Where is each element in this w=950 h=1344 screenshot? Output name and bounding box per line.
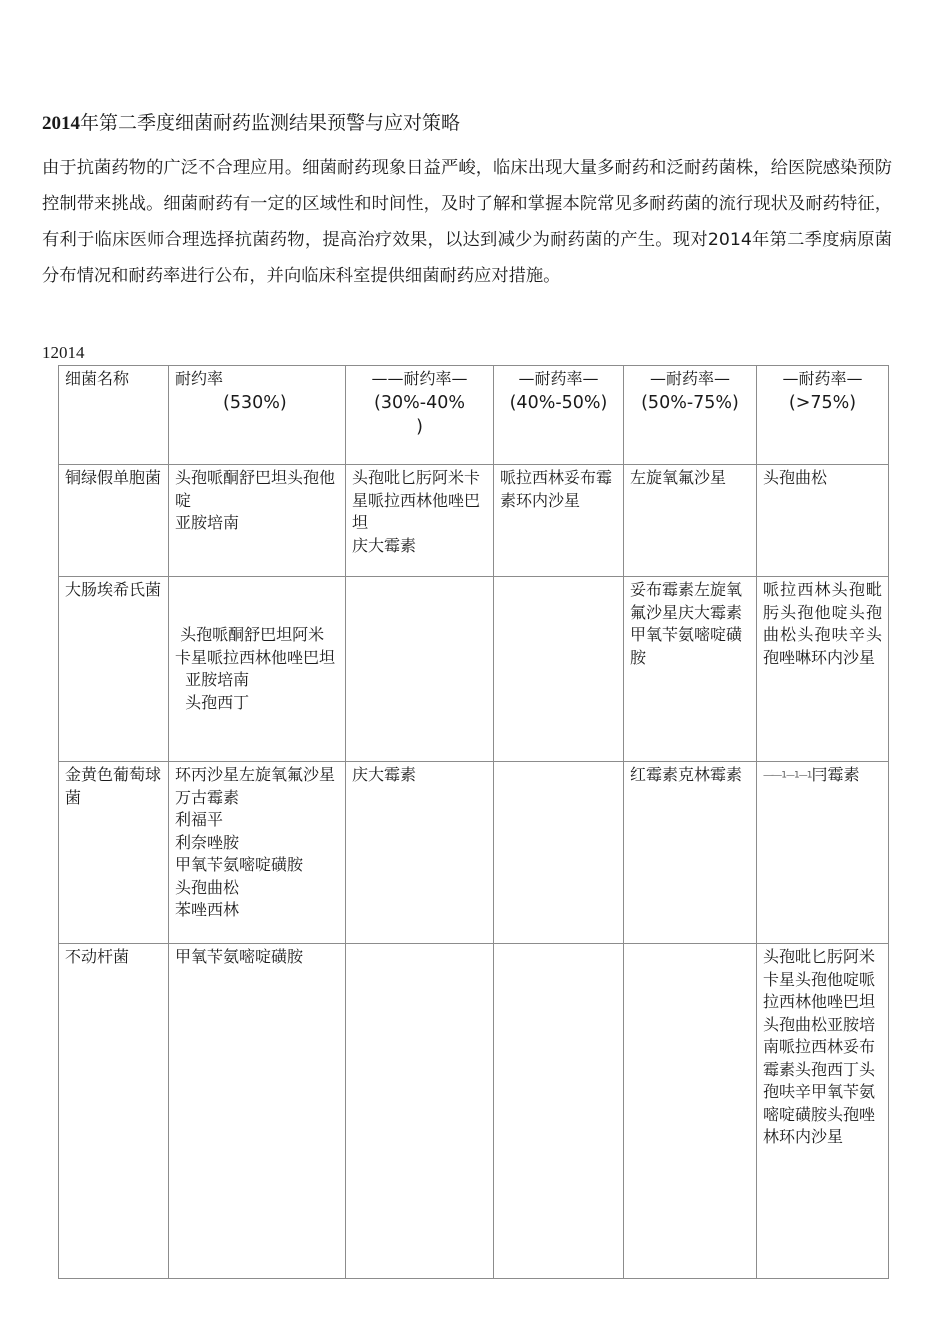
header-range: (530%) (223, 392, 287, 413)
title-text: 年第二季度细菌耐药监测结果预警与应对策略 (80, 112, 461, 134)
header-label: 耐约率 (175, 369, 224, 388)
cell-rate-col1: 头孢哌酮舒巴坦头孢他啶 亚胺培南 (169, 465, 346, 577)
header-range: (30%-40% (374, 392, 465, 413)
header-rate-col5 (757, 366, 889, 465)
header-label: ——耐约率— (371, 369, 468, 388)
cell-rate-col4: 妥布霉素左旋氧氟沙星庆大霉素甲氧苄氨嘧啶磺胺 (624, 577, 757, 762)
cell-rate-col1: 环丙沙星左旋氧氟沙星 万古霉素 利福平 利奈唑胺 甲氧苄氨嘧啶磺胺 头孢曲松 苯唑西林 (169, 762, 346, 944)
title-year: 2014 (42, 113, 80, 134)
table-row (59, 465, 889, 577)
header-rate-col1 (169, 366, 346, 465)
cell-rate-col4: 红霉素克林霉素 (624, 762, 757, 944)
scan-artifact-mark: —-—1—1—1 (763, 770, 812, 781)
document-title (42, 108, 460, 135)
cell-rate-col3 (494, 762, 624, 944)
header-range: (40%-50%) (509, 392, 608, 413)
cell-rate-col3: 哌拉西林妥布霉素环内沙星 (494, 465, 624, 577)
cell-rate-col4 (624, 944, 757, 1279)
header-label: —耐药率— (782, 369, 863, 388)
cell-rate-col5: 哌拉西林头孢毗肟头孢他啶头孢曲松头孢呋辛头孢唑啉环内沙星 (757, 577, 889, 762)
bacteria-name: 大肠埃希氏菌 (59, 577, 169, 762)
cell-rate-col4: 左旋氧氟沙星 (624, 465, 757, 577)
header-range-tail: ) (416, 416, 423, 437)
table-row (59, 944, 889, 1279)
table-header-row (59, 366, 889, 465)
cell-rate-col2: 庆大霉素 (346, 762, 494, 944)
header-label: —耐药率— (649, 369, 730, 388)
table-marker: 12014 (42, 343, 85, 362)
cell-rate-col2: 头孢吡匕肟阿米卡星哌拉西林他唑巴坦 庆大霉素 (346, 465, 494, 577)
header-range: (>75%) (788, 392, 857, 413)
cell-rate-col1: 甲氧苄氨嘧啶磺胺 (169, 944, 346, 1279)
intro-paragraph: 由于抗菌药物的广泛不合理应用。细菌耐药现象日益严峻，临床出现大量多耐药和泛耐药菌株，给医院感染预防控制带来挑战。细菌耐药有一定的区域性和时间性，及时了解和掌握本院常见多耐药菌的流行现状及耐药特征，有利于临床医师合理选择抗菌药物，提高治疗效果，以达到减少为耐药菌的产生。现对2014年第二季度病原菌分布情况和耐药率进行公布，并向临床科室提供细菌耐药应对措施。 (42, 158, 892, 286)
header-rate-col4 (624, 366, 757, 465)
bacteria-name: 铜绿假单胞菌 (59, 465, 169, 577)
cell-rate-col1: 头孢哌酮舒巴坦阿米卡星哌拉西林他唑巴坦 亚胺培南 头孢西丁 (169, 577, 346, 762)
cell-rate-col5: —-—1—1—1冃霉素 (757, 762, 889, 944)
cell-rate-col3 (494, 577, 624, 762)
cell-rate-col5: 头孢曲松 (757, 465, 889, 577)
bacteria-name: 不动杆菌 (59, 944, 169, 1279)
cell-rate-col2 (346, 577, 494, 762)
header-rate-col3 (494, 366, 624, 465)
header-bacteria-name: 细菌名称 (59, 366, 169, 465)
header-label: —耐药率— (518, 369, 599, 388)
resistance-table (58, 365, 889, 1279)
header-rate-col2 (346, 366, 494, 465)
table-row (59, 762, 889, 944)
cell-rate-col2 (346, 944, 494, 1279)
table-row (59, 577, 889, 762)
cell-rate-col3 (494, 944, 624, 1279)
bacteria-name: 金黄色葡萄球菌 (59, 762, 169, 944)
header-range: (50%-75%) (641, 392, 739, 413)
cell-rate-col5: 头孢吡匕肟阿米卡星头孢他啶哌拉西林他唑巴坦头孢曲松亚胺培南哌拉西林妥布霉素头孢西丁头孢呋辛甲氧苄氨嘧啶磺胺头孢唑林环内沙星 (757, 944, 889, 1279)
